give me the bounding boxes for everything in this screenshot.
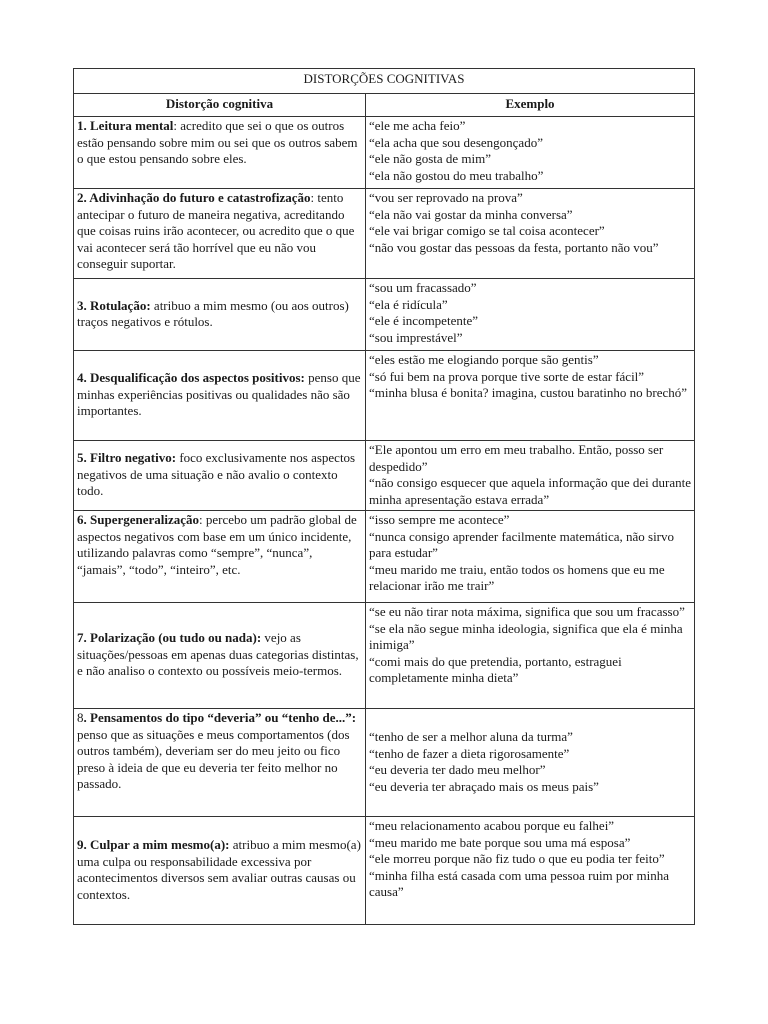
distortion-cell — [74, 279, 366, 351]
distortion-cell — [74, 441, 366, 511]
table-row — [74, 709, 695, 817]
example-line: “não vou gostar das pessoas da festa, portanto não vou” — [369, 239, 659, 255]
distortion-name: 7. Polarização (ou tudo ou nada): — [77, 630, 262, 646]
example-line: “minha blusa é bonita? imagina, custou baratinho no brechó” — [369, 385, 688, 400]
example-line: “se ela não segue minha ideologia, significa que ela é minha inimiga” — [369, 620, 683, 652]
example-line: “só fui bem na prova porque tive sorte de estar fácil” — [369, 368, 645, 384]
example-cell — [366, 817, 695, 925]
distortion-name: 1. Leitura mental — [77, 118, 174, 133]
example-line: “Ele apontou um erro em meu trabalho. Então, posso ser despedido” — [369, 442, 664, 474]
example-line: “ela acha que sou desengonçado” — [369, 134, 543, 150]
distortion-cell — [74, 603, 366, 709]
header-example: Exemplo — [366, 94, 695, 117]
distortion-description: penso que as situações e meus comportamentos (dos outros também), deveriam ser do meu jeito ou fico preso à ideia de que eu deveria ter feito melhor no passado. — [77, 726, 350, 791]
distortion-description: vejo as situações/pessoas em apenas duas categorias distintas, e não analiso o contexto ou possíveis meio-termos. — [77, 630, 359, 679]
example-line: “ele morreu porque não fiz tudo o que eu podia ter feito” — [369, 851, 665, 866]
distortion-description: : tento antecipar o futuro de maneira negativa, acreditando que coisas ruins irão acontecer, ou acredito que o que vai acontecer será tão horrível que eu não vou conseguir suportar. — [77, 190, 355, 271]
example-line: “vou ser reprovado na prova” — [369, 190, 523, 205]
example-line: “tenho de fazer a dieta rigorosamente” — [369, 745, 570, 761]
example-line: “eu deveria ter dado meu melhor” — [369, 762, 546, 777]
example-line: “ela é ridícula” — [369, 296, 448, 312]
distortion-description: penso que minhas experiências positivas ou qualidades não são importantes. — [77, 370, 361, 419]
distortion-description: : percebo um padrão global de aspectos negativos com base em um único incidente, utilizando palavras como “sempre”, “nunca”, “jamais”, “todo”, “inteiro”, etc. — [77, 512, 357, 577]
table-row — [74, 817, 695, 925]
example-line: “isso sempre me acontece” — [369, 512, 510, 527]
distortion-description: : acredito que sei o que os outros estão pensando sobre mim ou sei que os outros sabem o que estou pensando sobre eles. — [77, 118, 358, 166]
table-row — [74, 603, 695, 709]
distortion-cell — [74, 511, 366, 603]
example-line: “ele é incompetente” — [369, 313, 478, 328]
table-title: DISTORÇÕES COGNITIVAS — [74, 69, 695, 94]
example-cell — [366, 279, 695, 351]
distortion-description: atribuo a mim mesmo (ou aos outros) traços negativos e rótulos. — [77, 297, 349, 329]
distortion-cell — [74, 351, 366, 441]
example-cell — [366, 189, 695, 279]
distortion-name: 6. Supergeneralização — [77, 512, 200, 527]
example-line: “nunca consigo aprender facilmente matemática, não sirvo para estudar” — [369, 528, 675, 560]
distortion-name: 5. Filtro negativo: — [77, 450, 177, 466]
distortion-name: 2. Adivinhação do futuro e catastrofização — [77, 190, 311, 205]
example-line: “tenho de ser a melhor aluna da turma” — [369, 729, 573, 744]
table-row — [74, 441, 695, 511]
distortion-name: . Pensamentos do tipo “deveria” ou “tenho de...”: — [83, 710, 357, 725]
example-line: “sou um fracassado” — [369, 280, 477, 295]
example-line: “ela não gostou do meu trabalho” — [369, 167, 544, 183]
distortion-name: 3. Rotulação: — [77, 297, 151, 313]
example-line: “meu marido me traiu, então todos os homens que eu me relacionar irão me trair” — [369, 561, 665, 593]
distortion-description: atribuo a mim mesmo(a) uma culpa ou responsabilidade excessiva por acontecimentos diversos sem avaliar outras causas ou contextos. — [77, 837, 361, 902]
example-line: “ele me acha feio” — [369, 118, 466, 133]
example-cell — [366, 603, 695, 709]
table-row — [74, 279, 695, 351]
example-cell — [366, 511, 695, 603]
example-line: “se eu não tirar nota máxima, significa que sou um fracasso” — [369, 604, 685, 619]
header-distortion: Distorção cognitiva — [74, 94, 366, 117]
distortion-name: 4. Desqualificação dos aspectos positivos: — [77, 370, 305, 386]
table-row — [74, 351, 695, 441]
example-line: “minha filha está casada com uma pessoa ruim por minha causa” — [369, 867, 669, 899]
distortion-number: 8 — [77, 710, 84, 725]
example-line: “eu deveria ter abraçado mais os meus pais” — [369, 778, 599, 794]
table-row — [74, 511, 695, 603]
example-line: “não consigo esquecer que aquela informação que dei durante minha apresentação estava errada” — [369, 475, 691, 507]
example-line: “ela não vai gostar da minha conversa” — [369, 206, 573, 222]
distortion-cell — [74, 117, 366, 189]
distortion-cell — [74, 817, 366, 925]
example-line: “sou imprestável” — [369, 329, 463, 345]
example-line: “comi mais do que pretendia, portanto, estraguei completamente minha dieta” — [369, 653, 622, 685]
distortion-cell — [74, 189, 366, 279]
distortion-cell — [74, 709, 366, 817]
example-line: “eles estão me elogiando porque são gentis” — [369, 352, 599, 367]
example-line: “meu relacionamento acabou porque eu falhei” — [369, 818, 615, 833]
distortion-description: foco exclusivamente nos aspectos negativos de uma situação e não avalio o contexto todo. — [77, 450, 356, 499]
cognitive-distortions-table — [73, 68, 695, 925]
table-row — [74, 117, 695, 189]
example-cell — [366, 441, 695, 511]
example-cell — [366, 117, 695, 189]
example-cell — [366, 351, 695, 441]
example-line: “ele não gosta de mim” — [369, 151, 492, 166]
table-row — [74, 189, 695, 279]
example-cell — [366, 709, 695, 817]
example-line: “meu marido me bate porque sou uma má esposa” — [369, 834, 631, 850]
distortion-name: 9. Culpar a mim mesmo(a): — [77, 837, 230, 852]
example-line: “ele vai brigar comigo se tal coisa acontecer” — [369, 223, 605, 238]
